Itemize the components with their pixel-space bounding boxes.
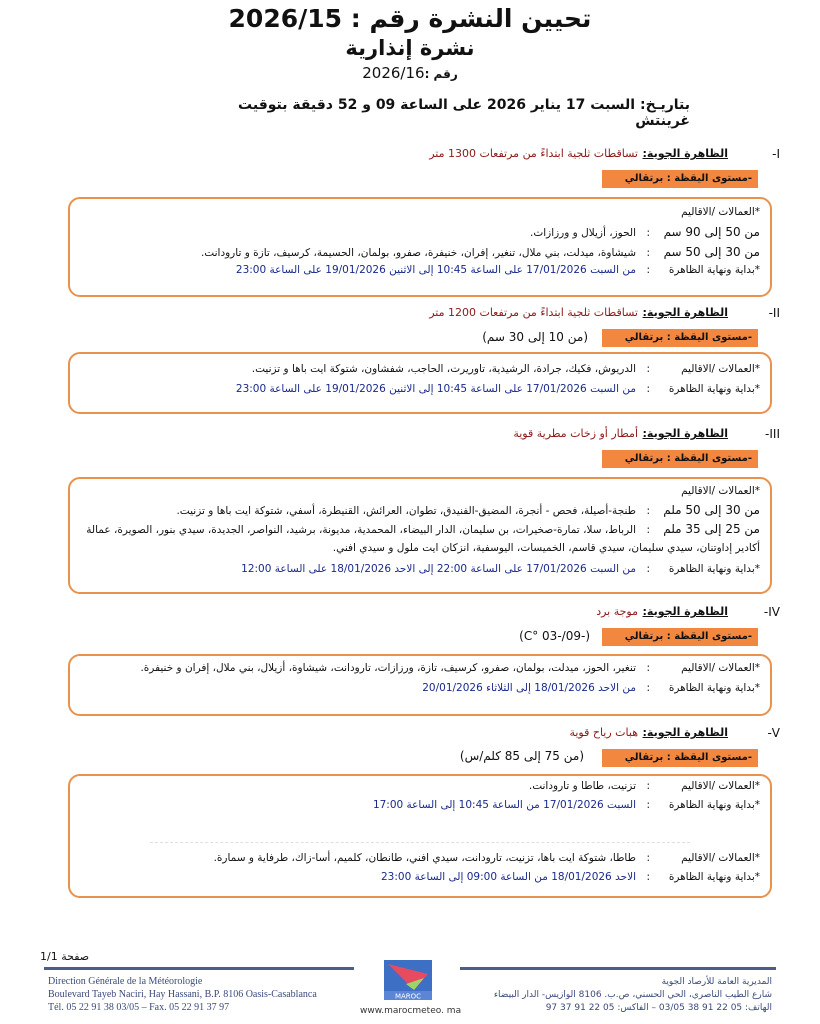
- vigilance-detail: (من 10 إلى 30 سم): [482, 330, 588, 344]
- timing-row: *بداية ونهاية الظاهرة:من الاحد 18/01/2026 إلى الثلاثاء 20/01/2026: [422, 682, 760, 694]
- amount-row: من 25 إلى 35 ملم:الرباط، سلا، تمارة-صخيرات، بن سليمان، الدار البيضاء، المحمدية، مديونة، برشيد، النواصر، الجديدة، سيدي بنور، الصويرة، عمالة أكادير إداوتنان، سيدي سليمان، سيدي قاسم، الخميسات، اليوسفية، انزكان ايت ملول و سيدي افني.: [86, 522, 760, 554]
- provinces-header: *العمالات /الاقاليم: [681, 485, 760, 497]
- timing-row: *بداية ونهاية الظاهرة:من السبت 17/01/2026 على الساعة 10:45 إلى الاثنين 19/01/2026 على الساعة 23:00: [235, 383, 760, 395]
- phenomenon-value: تساقطات ثلجية ابتداءً من مرتفعات 1300 متر: [429, 147, 638, 160]
- provinces-row: *العمالات /الاقاليم:الدريوش، فكيك، جرادة، الرشيدية، تاوريرت، الحاجب، شفشاون، شتوكة ايت باها و تزنيت.: [251, 363, 760, 375]
- marocmeteo-logo: [384, 960, 432, 1000]
- vigilance-detail: (-09/-03 °C): [519, 629, 590, 643]
- section-2-box: [68, 352, 772, 414]
- footer-rule-right: [460, 967, 776, 970]
- amount-row: من 30 إلى 50 ملم:طنجة-أصيلة، فحص - أنجرة، المضيق-الفنيدق، تطوان، العرائش، القنيطرة، أسفي، شتوكة ايت باها و تزنيت.: [176, 503, 760, 517]
- bulletin-number-value: 2026/16: [362, 64, 425, 82]
- bulletin-type: نشرة إنذارية: [345, 36, 475, 60]
- vigilance-detail: (من 75 إلى 85 كلم/س): [459, 749, 584, 763]
- bulletin-date: بتاريـخ: السبت 17 يناير 2026 على الساعة 09 و 52 دقيقة بتوقيت غرينتش: [238, 97, 690, 129]
- section-1-header: [360, 147, 780, 165]
- phenomenon-value: أمطار أو زخات مطرية قوية: [513, 427, 638, 440]
- vigilance-badge: -مستوى اليقظة : برتقالي: [602, 628, 758, 646]
- section-2-header: [360, 306, 780, 324]
- timing-row: *بداية ونهاية الظاهرة:الاحد 18/01/2026 من الساعة 09:00 إلى الساعة 23:00: [381, 871, 760, 883]
- section-number: I-: [772, 147, 780, 161]
- section-number: V-: [767, 726, 780, 740]
- update-title: تحيين النشرة رقم : 2026/15: [228, 4, 592, 33]
- vigilance-badge: -مستوى اليقظة : برتقالي: [602, 450, 758, 468]
- timing-row: *بداية ونهاية الظاهرة:من السبت 17/01/2026 على الساعة 22:00 إلى الاحد 18/01/2026 على الساعة 12:00: [241, 563, 760, 575]
- section-5-header: [360, 726, 780, 744]
- phenomenon-label: الظاهرة الجوية:: [642, 605, 728, 618]
- section-number: II-: [768, 306, 780, 320]
- phenomenon-label: الظاهرة الجوية:: [642, 147, 728, 160]
- amount-row: من 30 إلى 50 سم:شيشاوة، ميدلت، بني ملال، تنغير، إفران، خنيفرة، صفرو، بولمان، الحسيمة، كرسيف، تازة و تارودانت.: [200, 245, 760, 259]
- page-value: 1/1: [40, 950, 58, 963]
- section-5-box: [68, 774, 772, 898]
- timing-row: *بداية ونهاية الظاهرة:السبت 17/01/2026 من الساعة 10:45 إلى الساعة 17:00: [372, 799, 760, 811]
- footer-rule-left: [44, 967, 354, 970]
- vigilance-badge: -مستوى اليقظة : برتقالي: [602, 329, 758, 347]
- vigilance-badge: -مستوى اليقظة : برتقالي: [602, 170, 758, 188]
- section-4-box: [68, 654, 772, 716]
- phenomenon-value: موجة برد: [596, 605, 638, 618]
- section-number: IV-: [763, 605, 780, 619]
- page-number: [40, 950, 89, 963]
- footer-arabic-address: المديرية العامة للأرصاد الجوية شارع الطيب الناصري، الحي الحسني، ص.ب. 8106 الوازيس- الدار البيضاء الهاتف: 05 22 91 38 03/05 – الفاكس: 05 22 91 37 97: [493, 977, 772, 1013]
- svg-text:MAROC: MAROC: [394, 992, 422, 1000]
- provinces-row: *العمالات /الاقاليم:تزنيت، طاطا و تارودانت.: [528, 780, 760, 792]
- vigilance-badge: -مستوى اليقظة : برتقالي: [602, 749, 758, 767]
- phenomenon-label: الظاهرة الجوية:: [642, 427, 728, 440]
- provinces-header: *العمالات /الاقاليم: [681, 206, 760, 218]
- section-1-box: [68, 197, 772, 297]
- section-3-box: [68, 477, 772, 594]
- bulletin-number-label: رقم :: [424, 67, 458, 81]
- footer-french-address: Direction Générale de la Météorologie Boulevard Tayeb Naciri, Hay Hassani, B.P. 8106 Oasis-Casablanca Tél. 05 22 91 38 03/05 – Fax. 05 22 91 37 97: [48, 976, 317, 1013]
- section-3-header: [360, 427, 780, 445]
- website-url[interactable]: www.marocmeteo. ma: [360, 1006, 462, 1016]
- phenomenon-value: هبات رياح قوية: [569, 726, 638, 739]
- section-number: III-: [765, 427, 780, 441]
- phenomenon-label: الظاهرة الجوية:: [642, 726, 728, 739]
- phenomenon-label: الظاهرة الجوية:: [642, 306, 728, 319]
- provinces-row: *العمالات /الاقاليم:تنغير، الحوز، ميدلت، بولمان، صفرو، كرسيف، تازة، ورزازات، تارودانت، شيشاوة، أزيلال، بني ملال، إفران و خنيفرة.: [140, 662, 760, 674]
- divider: [150, 842, 690, 843]
- section-4-header: [360, 605, 780, 623]
- amount-row: من 50 إلى 90 سم:الحوز، أزيلال و ورزازات.: [529, 225, 760, 239]
- bulletin-number: [0, 64, 820, 82]
- provinces-row: *العمالات /الاقاليم:طاطا، شتوكة ايت باها، تزنيت، تارودانت، سيدي افني، طانطان، كلميم، أسا-زاك، طرفاية و سمارة.: [213, 852, 760, 864]
- page-label: صفحة: [61, 950, 90, 963]
- phenomenon-value: تساقطات ثلجية ابتداءً من مرتفعات 1200 متر: [429, 306, 638, 319]
- timing-row: *بداية ونهاية الظاهرة:من السبت 17/01/2026 على الساعة 10:45 إلى الاثنين 19/01/2026 على الساعة 23:00: [235, 264, 760, 276]
